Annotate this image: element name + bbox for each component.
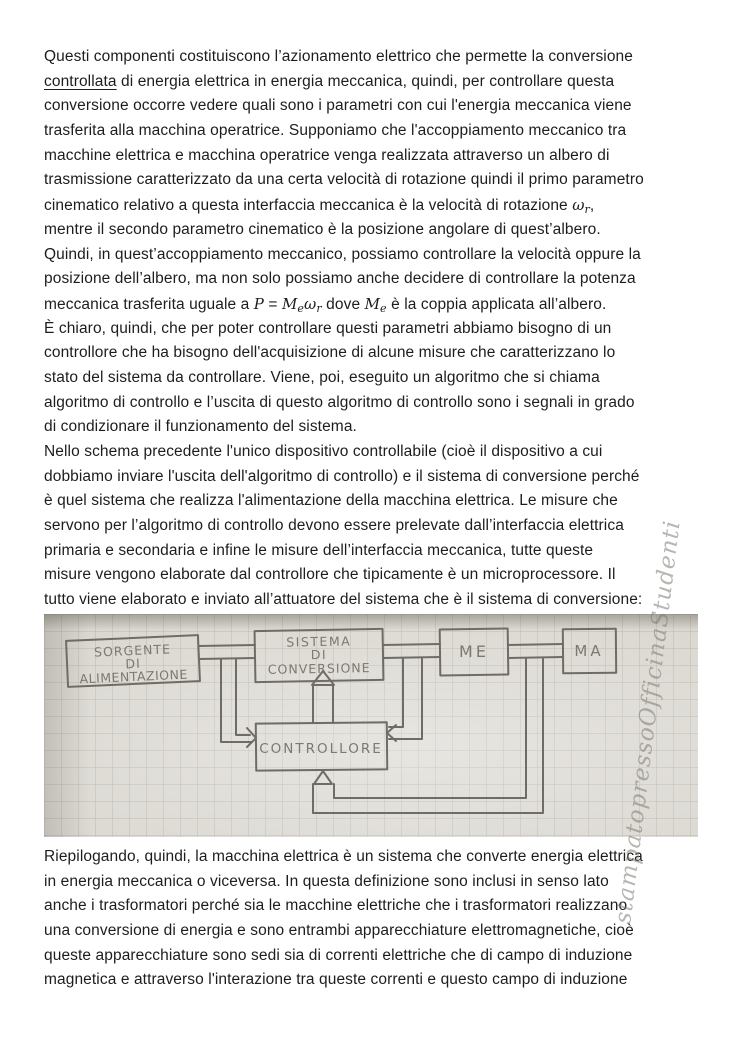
text-line — [44, 119, 708, 144]
label-sistema-line3: CONVERSIONE — [267, 660, 371, 677]
text-segment: trasferita alla macchina operatrice. Supponiamo che l'accoppiamento meccanico tra — [44, 122, 627, 140]
text-segment: anche i trasformatori perché sia le macchine elettriche che i trasformatori realizzano — [44, 897, 628, 915]
paragraph-top — [44, 45, 708, 613]
text-segment: magnetica e attraverso l'interazione tra queste correnti e questo campo di induzione — [44, 971, 628, 989]
text-line — [44, 193, 708, 218]
text-segment: in energia meccanica o viceversa. In questa definizione sono inclusi in senso lato — [44, 872, 609, 890]
text-line — [44, 94, 708, 119]
text-line — [44, 944, 708, 969]
text-segment: di condizionare il funzionamento del sistema. — [44, 418, 357, 436]
label-me: ME — [459, 642, 489, 661]
text-segment: algoritmo di controllo e l’uscita di questo algoritmo di controllo sono i segnali in grado — [44, 393, 635, 411]
text-segment: Nello schema precedente l'unico dispositivo controllabile (cioè il dispositivo a cui — [44, 443, 603, 460]
text-segment: conversione occorre vedere quali sono i parametri con cui l'energia meccanica viene — [44, 97, 632, 115]
text-line — [44, 870, 708, 895]
text-line — [44, 341, 708, 366]
text-line — [44, 968, 708, 993]
text-line — [44, 391, 708, 416]
text-segment: e — [380, 301, 387, 315]
text-segment: trasmissione caratterizzato da una certa velocità di rotazione quindi il primo parametro — [44, 171, 644, 189]
text-segment: dove — [321, 295, 365, 313]
text-segment: queste apparecchiature sono sedi sia di correnti elettriche che di campo di induzione — [44, 946, 633, 964]
text-line — [44, 366, 708, 391]
text-segment: meccanica trasferita uguale a — [44, 295, 254, 313]
label-controllore: CONTROLLORE — [259, 741, 383, 757]
text-line — [44, 243, 708, 268]
text-segment: servono per l’algoritmo di controllo devono essere prelevate dall’interfaccia elettrica — [44, 517, 624, 535]
text-segment: tutto viene elaborato e inviato all’attuatore del sistema che è il sistema di conversione: — [44, 591, 643, 609]
text-line — [44, 563, 708, 588]
label-sorgente-line3: ALIMENTAZIONE — [79, 666, 189, 687]
text-segment: dobbiamo inviare l'uscita dell'algoritmo di controllo) e il sistema di conversione perché — [44, 467, 640, 485]
label-sorgente-line2: DI — [125, 655, 142, 672]
text-line — [44, 894, 708, 919]
text-segment: r — [584, 203, 590, 217]
text-segment: macchine elettrica e macchina operatrice venga realizzata attraverso un albero di — [44, 146, 610, 164]
text-line — [44, 45, 708, 70]
text-segment: P — [253, 294, 264, 313]
text-segment: Questi componenti costituiscono l’azionamento elettrico che permette la conversione — [44, 48, 633, 65]
text-segment: misure vengono elaborate dal controllore che tipicamente è un microprocessore. Il — [44, 566, 616, 584]
text-segment: Quindi, in quest’accoppiamento meccanico, possiamo controllare la velocità oppure la — [44, 245, 641, 263]
text-line — [44, 70, 708, 95]
text-segment: di energia elettrica in energia meccanica, quindi, per controllare questa — [116, 72, 615, 90]
text-segment: controllata — [44, 72, 117, 90]
text-segment: controllore che ha bisogno dell'acquisizione di alcune misure che caratterizzano lo — [44, 344, 616, 362]
text-segment: ω — [572, 196, 585, 215]
paper-top-shadow — [44, 614, 698, 630]
watermark-text: stampatopressoOfficinaStudenti — [610, 518, 686, 926]
text-line — [44, 317, 708, 342]
text-segment: una conversione di energia e sono entrambi apparecchiature elettromagnetiche, cioè — [44, 922, 634, 940]
text-segment: Riepilogando, quindi, la macchina elettrica è un sistema che converte energia elettrica — [44, 848, 643, 865]
text-segment: , — [589, 197, 595, 215]
text-segment: r — [316, 301, 322, 315]
text-line — [44, 440, 708, 465]
text-line — [44, 144, 708, 169]
text-line — [44, 168, 708, 193]
text-segment: M — [364, 294, 381, 313]
text-segment: ω — [304, 294, 317, 313]
block-diagram — [44, 614, 698, 837]
text-line — [44, 489, 708, 514]
text-line — [44, 539, 708, 564]
text-line — [44, 919, 708, 944]
text-segment: e — [297, 301, 305, 315]
paragraph-bottom — [44, 845, 708, 993]
text-line — [44, 514, 708, 539]
text-segment: primaria e secondaria e infine le misure dell’interfaccia meccanica, tutte queste — [44, 541, 594, 559]
text-segment: posizione dell’albero, ma non solo possiamo anche decidere di controllare la potenza — [44, 270, 636, 288]
label-sistema-line1: SISTEMA — [286, 633, 352, 650]
text-line — [44, 465, 708, 490]
text-line — [44, 845, 708, 870]
label-sorgente-line1: SORGENTE — [93, 641, 172, 660]
label-ma: MA — [574, 642, 604, 660]
text-segment: è la coppia applicata all’albero. — [386, 295, 607, 313]
text-line — [44, 415, 708, 440]
text-segment: = — [263, 295, 282, 313]
label-sistema-line2: DI — [310, 646, 328, 663]
text-line — [44, 588, 708, 613]
text-segment: è quel sistema che realizza l'alimentazione della macchina elettrica. Le misure che — [44, 492, 618, 510]
text-segment: È chiaro, quindi, che per poter controllare questi parametri abbiamo bisogno di un — [44, 319, 612, 337]
text-segment: M — [281, 294, 298, 313]
text-segment: stato del sistema da controllare. Viene, poi, eseguito un algoritmo che si chiama — [44, 368, 600, 386]
text-segment: mentre il secondo parametro cinematico è la posizione angolare di quest’albero. — [44, 220, 601, 238]
text-line — [44, 267, 708, 292]
text-line — [44, 292, 708, 317]
text-segment: cinematico relativo a questa interfaccia meccanica è la velocità di rotazione — [44, 197, 573, 215]
text-line — [44, 218, 708, 243]
diagram-photo — [44, 614, 698, 837]
